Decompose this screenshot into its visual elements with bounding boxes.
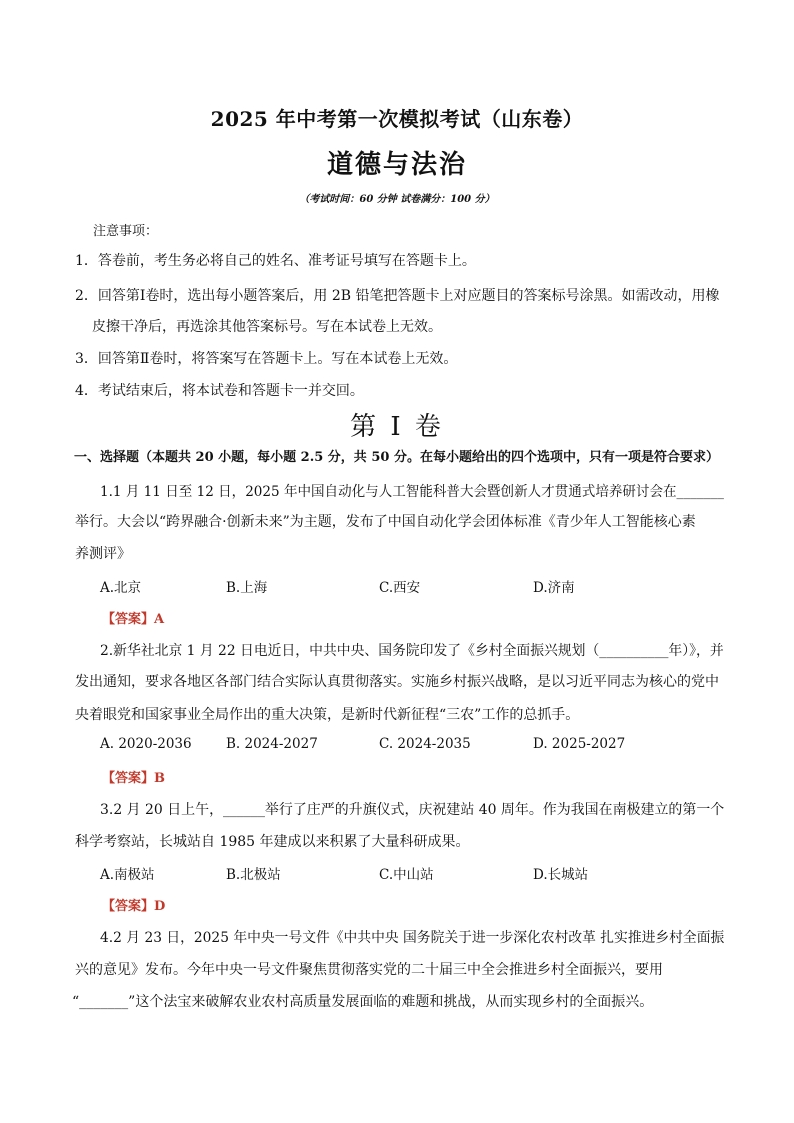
question-3-answer bbox=[102, 895, 165, 914]
question-4-line: “_______”这个法宝来破解农业农村高质量发展面临的难题和挑战，从而实现乡村的全面振兴。 bbox=[72, 994, 654, 1010]
question-4-line: 兴的意见》发布。今年中央一号文件聚焦贯彻落实党的二十届三中全会推进乡村全面振兴，要用 bbox=[75, 962, 663, 978]
question-2-line: 发出通知，要求各地区各部门结合实际认真贯彻落实。实施乡村振兴战略，是以习近平同志为核心的党中 bbox=[75, 674, 719, 690]
question-3-line: 3.2 月 20 日上午，______举行了庄严的升旗仪式，庆祝建站 40 周年。作为我国在南极建立的第一个 bbox=[100, 802, 725, 818]
question-3-option-d: D.长城站 bbox=[533, 867, 589, 883]
question-1-option-d: D.济南 bbox=[533, 580, 575, 596]
question-1-option-b: B.上海 bbox=[226, 580, 268, 596]
answer-label: 【答案】 bbox=[102, 771, 155, 786]
question-4-line: 4.2 月 23 日，2025 年中央一号文件《中共中央 国务院关于进一步深化农村改革 扎实推进乡村全面振 bbox=[100, 930, 725, 946]
question-1-option-c: C.西安 bbox=[379, 580, 421, 596]
answer-value: A bbox=[154, 612, 165, 627]
note-item: 3．回答第Ⅱ卷时，将答案写在答题卡上。写在本试卷上无效。 bbox=[75, 351, 458, 367]
question-1-option-a: A.北京 bbox=[100, 580, 142, 596]
note-item-continued: 皮擦干净后，再选涂其他答案标号。写在本试卷上无效。 bbox=[92, 319, 442, 335]
note-item: 2．回答第Ⅰ卷时，选出每小题答案后，用 2B 铅笔把答题卡上对应题目的答案标号涂黑。如需改动，用橡 bbox=[75, 288, 720, 304]
answer-label: 【答案】 bbox=[102, 612, 155, 627]
section-description: 一、选择题（本题共 20 小题，每小题 2.5 分，共 50 分。在每小题给出的四个选项中，只有一项是符合要求） bbox=[74, 450, 719, 465]
question-3-option-c: C.中山站 bbox=[379, 867, 434, 883]
question-1-answer bbox=[102, 608, 164, 627]
question-3-option-b: B.北极站 bbox=[226, 867, 281, 883]
question-2-option-d: D. 2025-2027 bbox=[533, 736, 626, 752]
exam-title: 2025 年中考第一次模拟考试（山东卷） bbox=[210, 107, 584, 131]
question-3-line: 科学考察站，长城站自 1985 年建成以来积累了大量科研成果。 bbox=[75, 834, 470, 850]
subject-title: 道德与法治 bbox=[326, 150, 467, 180]
section-title: 第 I 卷 bbox=[350, 412, 444, 442]
question-2-line: 央着眼党和国家事业全局作出的重大决策，是新时代新征程“三农”工作的总抓手。 bbox=[75, 707, 580, 723]
note-item: 1．答卷前，考生务必将自己的姓名、准考证号填写在答题卡上。 bbox=[75, 253, 476, 269]
exam-info: （考试时间：60 分钟 试卷满分：100 分） bbox=[299, 194, 495, 205]
question-3-option-a: A.南极站 bbox=[100, 867, 155, 883]
note-item: 4．考试结束后，将本试卷和答题卡一并交回。 bbox=[75, 383, 364, 399]
question-1-line: 养测评》 bbox=[75, 546, 131, 562]
answer-value: D bbox=[154, 899, 166, 914]
question-2-option-b: B. 2024-2027 bbox=[226, 736, 318, 752]
question-2-line: 2.新华社北京 1 月 22 日电近日，中共中央、国务院印发了《乡村全面振兴规划（__________年）》，并 bbox=[100, 643, 724, 659]
question-1-line: 举行。大会以“跨界融合·创新未来”为主题，发布了中国自动化学会团体标准《青少年人工智能核心素 bbox=[75, 514, 696, 530]
answer-label: 【答案】 bbox=[102, 899, 155, 914]
question-2-answer bbox=[102, 767, 165, 786]
question-2-option-a: A. 2020-2036 bbox=[100, 736, 192, 752]
notes-heading: 注意事项： bbox=[93, 224, 159, 239]
question-1-line: 1.1 月 11 日至 12 日，2025 年中国自动化与人工智能科普大会暨创新人才贯通式培养研讨会在_______ bbox=[100, 484, 724, 500]
question-2-option-c: C. 2024-2035 bbox=[379, 736, 471, 752]
answer-value: B bbox=[154, 771, 166, 786]
